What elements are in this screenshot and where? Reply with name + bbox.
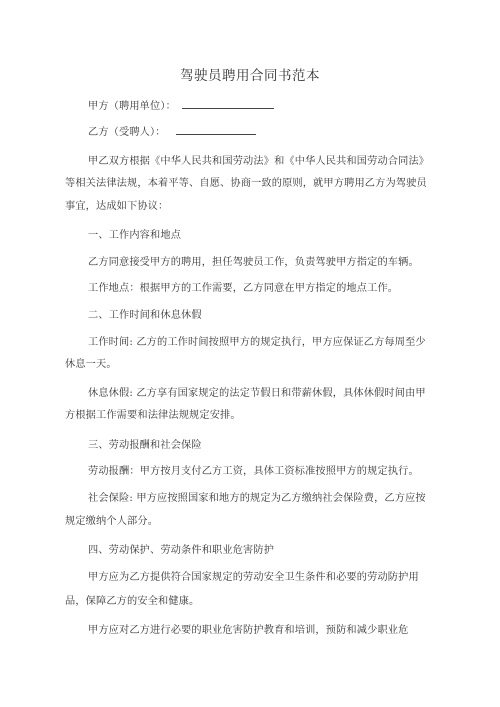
paragraph-line: 休息休假: 乙方享有国家规定的法定节假日和带薪休假，具体休假时间由甲 [88, 388, 426, 399]
party-b-line [88, 123, 256, 138]
paragraph-line: 事宜，达成如下协议： [65, 201, 169, 212]
section-heading: 四、劳动保护、劳动条件和职业危害防护 [88, 545, 275, 556]
party-b-blank[interactable] [176, 124, 256, 135]
party-b-label: 乙方（受聘人）： [88, 127, 166, 138]
paragraph-line: 劳动报酬：甲方按月支付乙方工资，具体工资标准按照甲方的规定执行。 [88, 466, 419, 477]
section-heading: 二、工作时间和休息休假 [88, 310, 202, 321]
paragraph-line: 乙方同意接受甲方的聘用，担任驾驶员工作，负责驾驶甲方指定的车辆。 [88, 257, 419, 268]
paragraph-line: 等相关法律法规，本着平等、自愿、协商一致的原则，就甲方聘用乙方为驾驶员 [65, 178, 427, 189]
section-heading: 一、工作内容和地点 [88, 230, 182, 241]
paragraph-line: 品，保障乙方的安全和健康。 [65, 596, 200, 607]
party-a-line [88, 97, 274, 112]
document-title: 驾驶员聘用合同书范本 [180, 68, 320, 84]
paragraph-line: 规定缴纳个人部分。 [65, 516, 159, 527]
section-heading: 三、劳动报酬和社会保险 [88, 440, 202, 451]
paragraph-line: 社会保险: 甲方应按照国家和地方的规定为乙方缴纳社会保险费，乙方应按 [88, 493, 426, 504]
paragraph-line: 甲乙双方根据《中华人民共和国劳动法》和《中华人民共和国劳动合同法》 [88, 156, 430, 167]
paragraph-line: 甲方应对乙方进行必要的职业危害防护教育和培训，预防和减少职业危 [88, 625, 409, 636]
party-a-blank[interactable] [182, 98, 274, 109]
paragraph-line: 休息一天。 [65, 359, 117, 370]
paragraph-line: 甲方应为乙方提供符合国家规定的劳动安全卫生条件和必要的劳动防护用 [88, 572, 419, 583]
paragraph-line: 工作地点：根据甲方的工作需要，乙方同意在甲方指定的地点工作。 [88, 283, 399, 294]
party-a-label: 甲方（聘用单位）： [88, 101, 176, 112]
paragraph-line: 方根据工作需要和法律法规规定安排。 [65, 410, 241, 421]
paragraph-line: 工作时间: 乙方的工作时间按照甲方的规定执行，甲方应保证乙方每周至少 [88, 337, 426, 348]
